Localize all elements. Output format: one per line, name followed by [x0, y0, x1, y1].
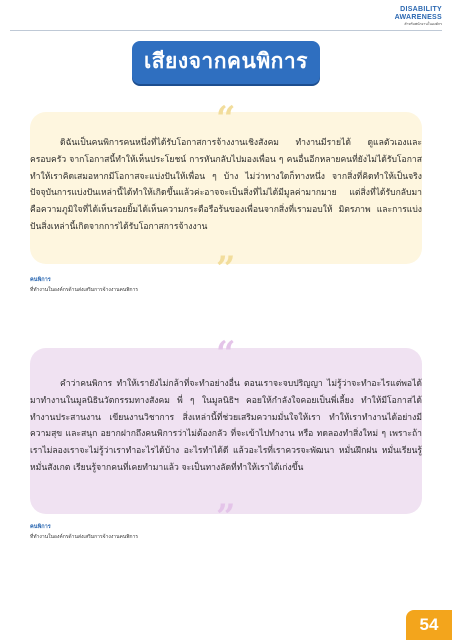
brand-line-1: DISABILITY	[400, 6, 442, 13]
testimonial-affiliation-1: ที่ทำงานในองค์กรด้านส่งเสริมการจ้างงานคนพิการ	[30, 287, 139, 293]
close-quote-icon: ”	[216, 249, 236, 289]
open-quote-icon: “	[216, 334, 236, 374]
testimonial-author-1: คนพิการ	[30, 277, 51, 283]
title-wrap	[0, 41, 452, 84]
close-quote-icon: ”	[216, 497, 236, 537]
brand-line-3: สำหรับพนักงานในองค์กร	[404, 22, 442, 26]
brand-line-2: AWARENESS	[394, 14, 442, 21]
header-rule	[10, 30, 442, 31]
testimonial-affiliation-2: ที่ทำงานในองค์กรด้านส่งเสริมการจ้างงานคนพิการ	[30, 534, 139, 540]
brand-header	[395, 6, 442, 27]
open-quote-icon: “	[216, 99, 236, 139]
testimonial-author-2: คนพิการ	[30, 524, 51, 530]
testimonial-text-1: ดิฉันเป็นคนพิการคนหนึ่งที่ได้รับโอกาสการจ้างงานเชิงสังคม ทำงานมีรายได้ ดูแลตัวเองและครอบครัว จากโอกาสนี้ทำให้เห็นประโยชน์ การหันกลับไปมองเพื่อน ๆ คนอื่นอีกหลายคนที่ยังไม่ได้รับโอกาส ทำให้เราคิดเสมอหากมีโอกาสจะแบ่งปันให้เพื่อน ๆ บ้าง ไม่ว่าทางใดก็ทางหนึ่ง จากสิ่งที่คิดทำให้เป็นจริง ปัจจุบันการแบ่งปันเหล่านี้ได้ทำให้เกิดขึ้นแล้วค่ะอาจจะเป็นสิ่งที่ไม่ได้มีมูลค่ามากมาย แต่สิ่งที่ได้รับกลับมาคือความภูมิใจที่ได้เห็นรอยยิ้มได้เห็นความกระตือรือร้นของเพื่อนจากสิ่งที่เรามอบให้ มิตรภาพ และการแบ่งปันสิ่งเหล่านี้เกิดจากการได้รับโอกาสการจ้างงาน	[30, 138, 422, 232]
page-title: เสียงจากคนพิการ	[132, 41, 320, 84]
testimonial-text-2: คำว่าคนพิการ ทำให้เรายังไม่กล้าที่จะทำอย่างอื่น ตอนเราจะจบปริญญา ไม่รู้ว่าจะทำอะไรแต่พอได้มาทำงานในมูลนิธินวัตกรรมทางสังคม พี่ ๆ ในมูลนิธิฯ คอยให้กำลังใจคอยเป็นพี่เลี้ยง ทำให้มีโอกาสได้ทำงานประสานงาน เขียนงานวิชาการ สิ่งเหล่านี้ที่ช่วยเสริมความมั่นใจให้เรา ทำให้เราทำงานได้อย่างมีความสุข และสนุก อยากฝากถึงคนพิการว่าไม่ต้องกลัว ที่จะเข้าไปทำงาน หรือ ทดลองทำสิ่งใหม่ ๆ เพราะถ้าเราไม่ลองเราจะไม่รู้ว่าเราทำอะไรได้บ้าง อะไรทำได้ดี แล้วอะไรที่เราควรจะพัฒนา หมั่นฝึกฝน หมั่นเรียนรู้หมั่นสังเกต เรียนรู้จากคนที่เคยทำมาแล้ว จะเป็นทางลัดที่ทำให้เราได้เก่งขึ้น	[30, 379, 422, 473]
page-number: 54	[406, 610, 452, 640]
